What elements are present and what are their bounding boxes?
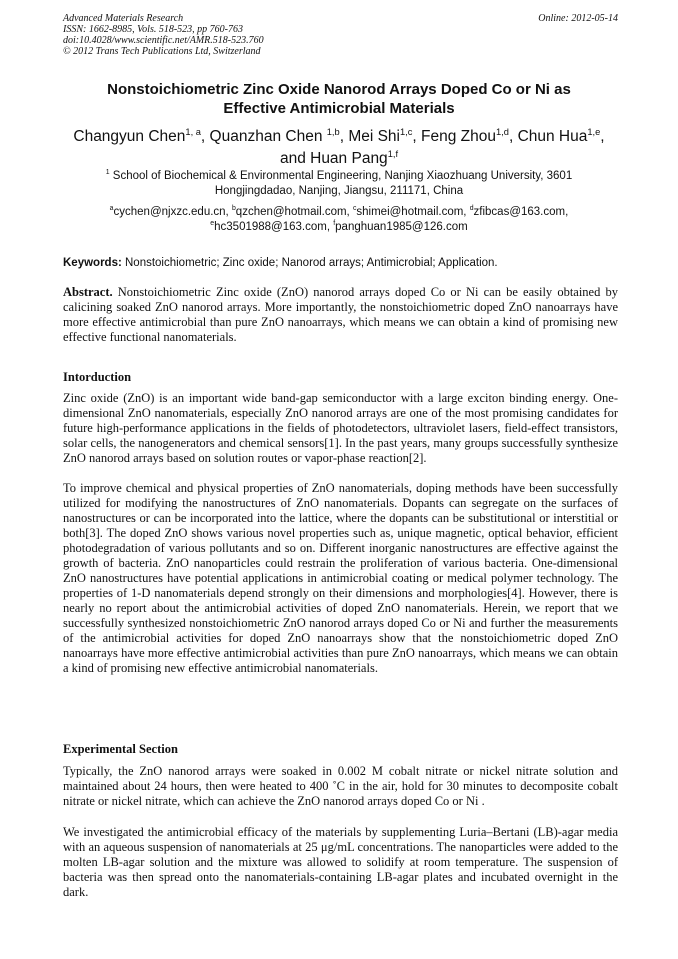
abstract-text: Nonstoichiometric Zinc oxide (ZnO) nanorod arrays doped Co or Ni can be easily obtained by calicining soaked ZnO nanorod arrays. More importantly, the nonstoichiometric doped ZnO nanoarrays have more effective antimicrobial than pure ZnO nanoarrays, which means we can obtain a kind of promising new effective functional nanomaterials. — [63, 285, 618, 344]
author-list — [40, 126, 638, 170]
email-link[interactable]: shimei@hotmail.com, — [356, 206, 470, 218]
intro-paragraph-2: To improve chemical and physical properties of ZnO nanomaterials, doping methods have been successfully utilized for modifying the nanostructures of ZnO nanomaterials. Dopants can segregate on the surfaces of nanostructures or can be incorporated into the lattice, where the dopants can be substitutional or interstitial or both[3]. The doped ZnO shows various novel properties such as, unique magnetic, optical behavior, efficient photodegradation of various pollutants and so on. Different inorganic nanostructures are effective against the growth of bacteria. ZnO nanoparticles could restrain the proliferation of various bacteria. One-dimensional ZnO nanostructures have potential applications in antimicrobial coating or medical polymer technology. The properties of 1-D nanomaterials depend strongly on their dimensions and morphologies[4]. However, there is nearly no report about the antimicrobial activities of doped ZnO nanomaterials. Herein, we report that we successfully synthesized nonstoichiometric ZnO nanorod arrays doped Co or Ni and further the measurements of the antimicrobial activities for doped ZnO nanoarrays show that the nonstoichiometric doped ZnO nanoarrays have more effective antimicrobial activities than pure ZnO nanoarrays, which means we can obtain a kind of promising new effective antimicrobial nanomaterials. — [63, 481, 618, 675]
author: Quanzhan Chen $^{1,b}$, — [209, 126, 349, 145]
email-link[interactable]: hc3501988@163.com, — [214, 221, 334, 233]
abstract — [63, 285, 618, 345]
keywords-text: Nonstoichiometric; Zinc oxide; Nanorod arrays; Antimicrobial; Application. — [121, 257, 498, 269]
journal-name: Advanced Materials Research — [63, 13, 184, 24]
author-emails: $^a$cychen@njxzc.edu.cn, $^b$qzchen@hotmail.com, $^c$shimei@hotmail.com, $^d$zfibcas@163.com, $^e$hc3501988@163.com, $^f$panghuan1985@126.com — [109, 205, 569, 233]
email-link[interactable]: zfibcas@163.com, — [473, 206, 569, 218]
title-line-2: Effective Antimicrobial Materials — [223, 100, 455, 117]
experimental-paragraph-2: We investigated the antimicrobial efficacy of the materials by supplementing Luria–Bertani (LB)-agar media with an aqueous suspension of nanomaterials at 25 μg/mL concentrations. The nanoparticles were added to the molten LB-agar solution and the mixture was allowed to solidify at room temperature. The suspension of bacteria was then spread onto the nanomaterials-containing LB-agar plates and incubated overnight in the dark. — [63, 825, 618, 899]
author: Changyun Chen$^{1, a}$, — [73, 126, 210, 145]
issn-line: ISSN: 1662-8985, Vols. 518-523, pp 760-763 — [63, 24, 243, 35]
online-date: Online: 2012-05-14 — [538, 13, 618, 24]
author: Chun Hua$^{1,e}$, — [517, 126, 605, 145]
affiliation-marker: 1 — [105, 169, 110, 177]
affiliation-line-2: Hongjingdadao, Nanjing, Jiangsu, 211171, China — [214, 185, 464, 197]
affiliation-line-1: School of Biochemical & Environmental Engineering, Nanjing Xiaozhuang University, 3601 — [109, 170, 573, 182]
author: Mei Shi$^{1,c}$, — [348, 126, 422, 145]
keywords-label: Keywords: — [63, 257, 122, 269]
author: Feng Zhou$^{1,d}$, — [421, 126, 518, 145]
experimental-paragraph-1: Typically, the ZnO nanorod arrays were soaked in 0.002 M cobalt nitrate or nickel nitrate solution and maintained about 24 hours, then were heated to 400 ˚C in the air, hold for 30 minutes to decomposite cobalt nitrate or nickel nitrate, which can achieve the ZnO nanorod arrays doped Co or Ni . — [63, 764, 618, 808]
abstract-label: Abstract. — [63, 285, 113, 299]
journal-header — [63, 13, 618, 57]
author: and Huan Pang$^{1,f}$ — [279, 148, 399, 167]
email-link[interactable]: panghuan1985@126.com — [335, 221, 468, 233]
paper-title — [40, 80, 638, 118]
email-link[interactable]: cychen@njxzc.edu.cn, — [113, 206, 232, 218]
email-link[interactable]: qzchen@hotmail.com, — [235, 206, 353, 218]
intro-paragraph-1: Zinc oxide (ZnO) is an important wide band-gap semiconductor with a large exciton binding energy. One-dimensional ZnO nanomaterials, especially ZnO nanorod arrays are one of the most promising candidates for future high-performance applications in the fields of photodetectors, ultraviolet lasers, field-effect transistors, solar cells, the nanogenerators and chemical sensors[1]. In the past years, many groups successfully synthesize ZnO nanorod arrays based on solution routes or vapor-phase reaction[2]. — [63, 391, 618, 465]
affiliation — [60, 169, 618, 199]
section-heading-experimental: Experimental Section — [63, 742, 178, 756]
copyright-line: © 2012 Trans Tech Publications Ltd, Switzerland — [63, 46, 261, 57]
section-heading-introduction: Intorduction — [63, 370, 132, 384]
doi-line: doi:10.4028/www.scientific.net/AMR.518-523.760 — [63, 35, 264, 46]
keywords — [63, 256, 618, 271]
title-line-1: Nonstoichiometric Zinc Oxide Nanorod Arrays Doped Co or Ni as — [107, 81, 571, 98]
